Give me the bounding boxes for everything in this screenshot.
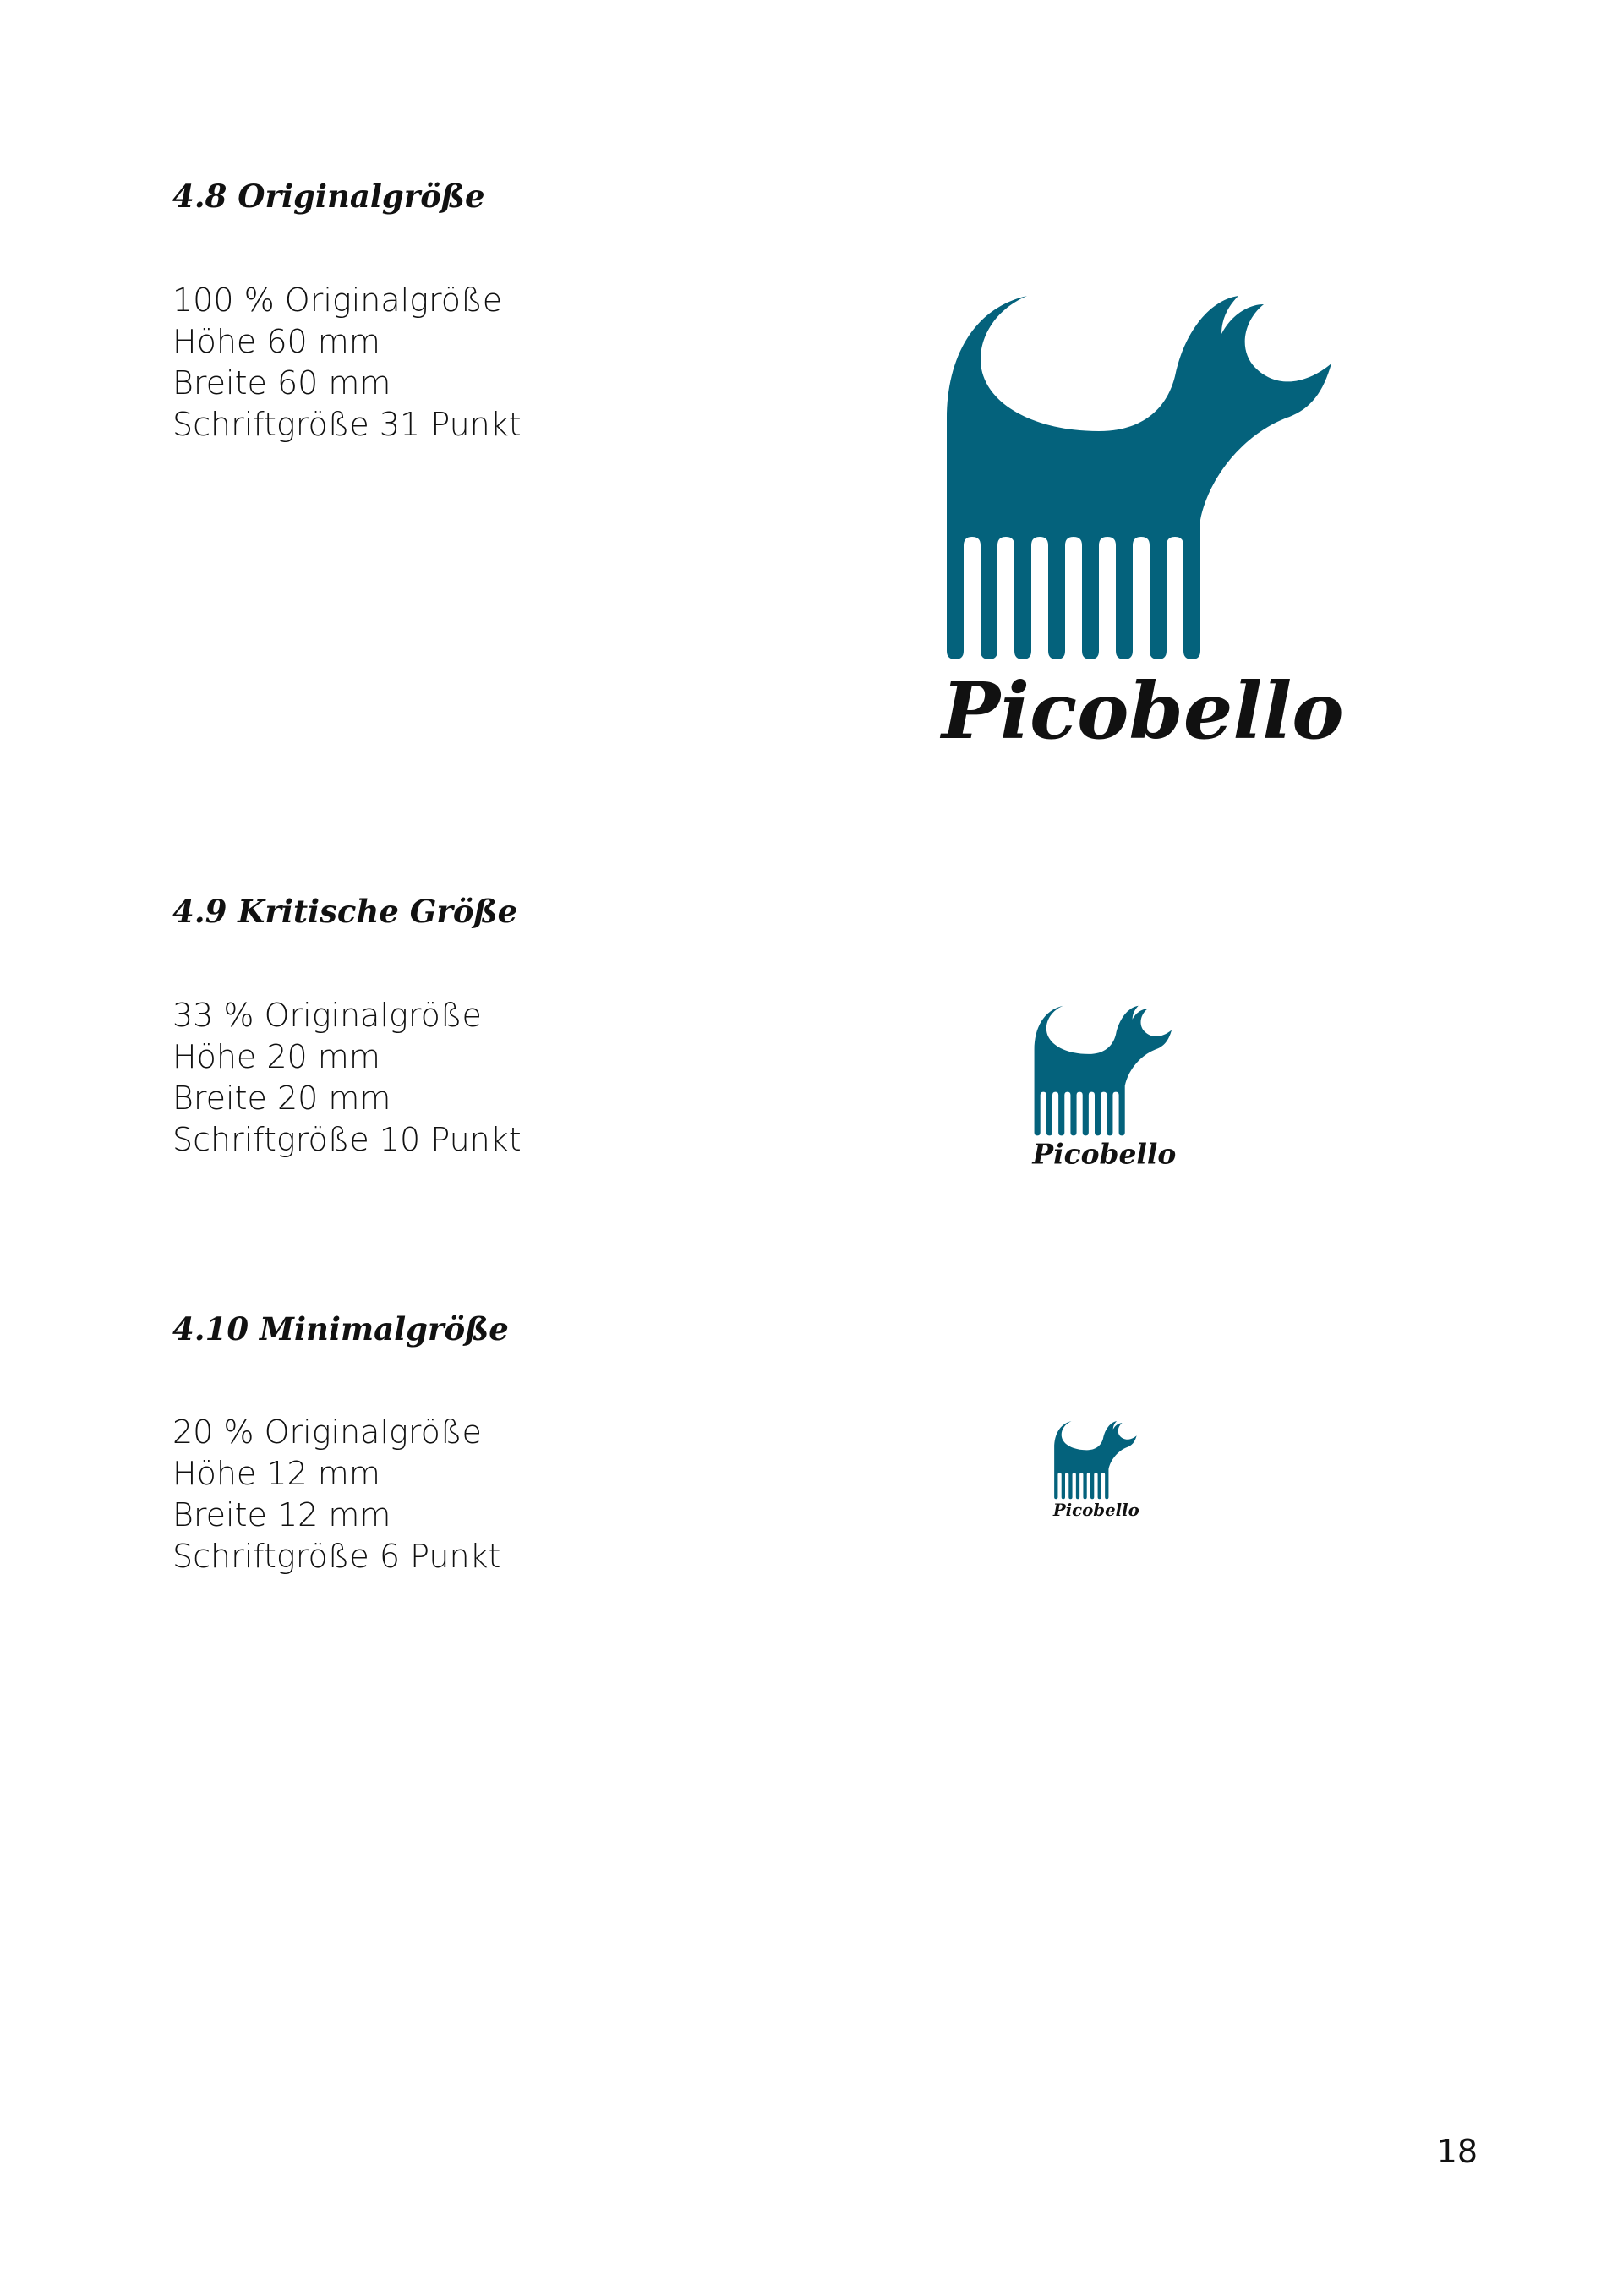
section-heading-minimum-size: 4.10 Minimalgröße	[172, 1310, 509, 1348]
section-heading-critical-size: 4.9 Kritische Größe	[172, 893, 518, 930]
spec-height: Höhe 12 mm	[172, 1455, 380, 1492]
picobello-comb-dog-icon	[1023, 1004, 1209, 1173]
spec-list-critical-size	[172, 995, 522, 1161]
picobello-comb-dog-icon	[930, 292, 1420, 765]
section-heading-original-size: 4.8 Originalgröße	[172, 178, 485, 215]
spec-scale: 20 % Originalgröße	[172, 1413, 482, 1451]
spec-list-original-size	[172, 280, 522, 446]
spec-scale: 33 % Originalgröße	[172, 997, 482, 1034]
picobello-logo-original	[930, 292, 1420, 765]
spec-height: Höhe 20 mm	[172, 1038, 380, 1075]
spec-width: Breite 12 mm	[172, 1496, 391, 1533]
logo-wordmark: Picobello	[1052, 1500, 1139, 1521]
picobello-logo-minimum	[1048, 1420, 1158, 1522]
spec-scale: 100 % Originalgröße	[172, 282, 503, 319]
spec-font-size: Schriftgröße 31 Punkt	[172, 406, 522, 443]
picobello-comb-dog-icon	[1048, 1420, 1158, 1522]
picobello-logo-critical	[1023, 1004, 1209, 1173]
spec-font-size: Schriftgröße 6 Punkt	[172, 1538, 501, 1575]
spec-width: Breite 20 mm	[172, 1080, 391, 1117]
spec-font-size: Schriftgröße 10 Punkt	[172, 1121, 522, 1158]
spec-width: Breite 60 mm	[172, 364, 391, 402]
spec-height: Höhe 60 mm	[172, 323, 380, 360]
page-number: 18	[1436, 2133, 1478, 2170]
spec-list-minimum-size	[172, 1412, 500, 1577]
logo-wordmark: Picobello	[942, 665, 1344, 757]
logo-wordmark: Picobello	[1032, 1137, 1177, 1171]
